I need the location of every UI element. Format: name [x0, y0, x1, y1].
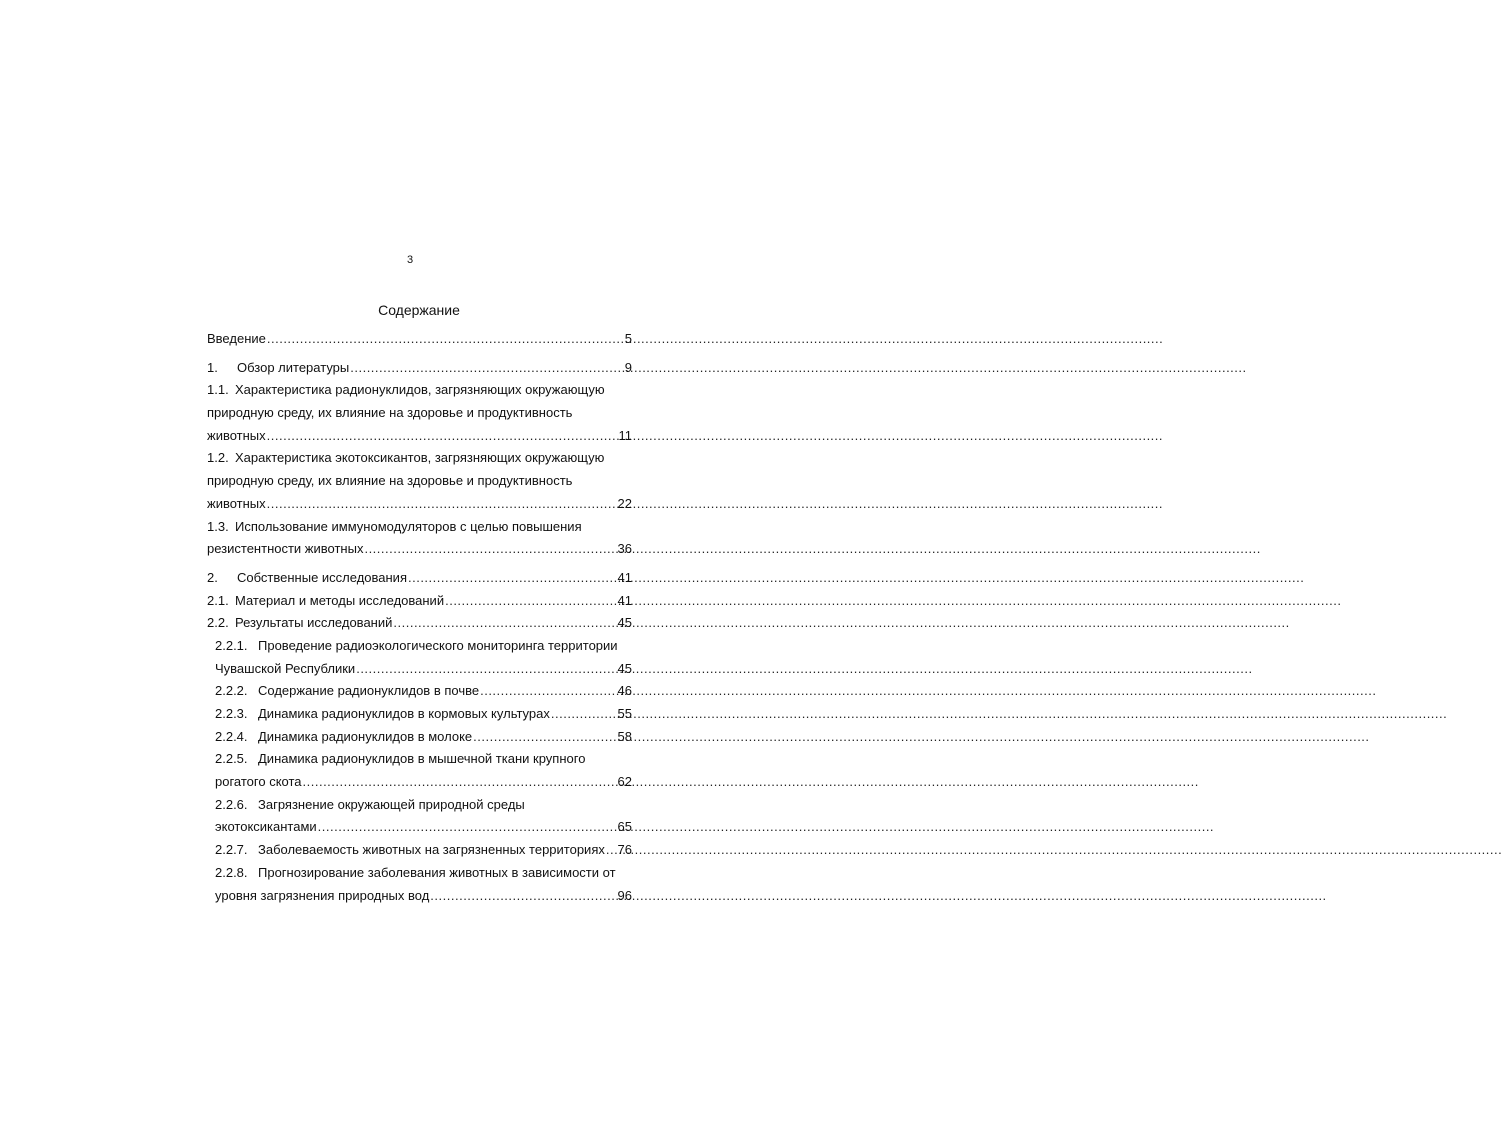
- toc-entry-line: [207, 680, 632, 703]
- toc-entry-line: [207, 447, 632, 470]
- toc-entry-line: [207, 567, 632, 590]
- toc-entry-text: природную среду, их влияние на здоровье и продуктивность: [207, 473, 573, 489]
- toc-entry-text: Проведение радиоэкологического мониторинга территории: [258, 637, 618, 653]
- toc-entry-text: рогатого скота: [215, 774, 302, 790]
- toc-entry-number: 1.3.: [207, 518, 229, 534]
- toc-entry-number: 2.2.1.: [215, 637, 248, 653]
- toc-entry-line: [207, 328, 632, 351]
- toc-entry-line: [207, 703, 632, 726]
- toc-entry-line: [207, 658, 632, 681]
- toc-entry-line: [207, 771, 632, 794]
- toc-entry-text: Результаты исследований: [235, 615, 393, 631]
- dot-leader: [267, 328, 624, 351]
- toc-entry-line: [207, 425, 632, 448]
- dot-leader: [393, 612, 616, 635]
- dot-leader: [356, 658, 616, 681]
- toc-entry-line: [207, 839, 632, 862]
- toc-page-number: 65: [617, 819, 632, 835]
- toc-entry-text: Обзор литературы: [237, 359, 350, 375]
- toc-entry-text: животных: [207, 495, 266, 511]
- toc-page-number: 5: [624, 331, 632, 346]
- toc-entry-text: Характеристика радионуклидов, загрязняющих окружающую: [235, 382, 605, 398]
- toc-title: Содержание: [378, 302, 460, 318]
- toc-page-number: 9: [624, 359, 632, 375]
- dot-leader: [350, 357, 624, 380]
- toc-entry-line: [207, 862, 632, 885]
- toc-entry-number: 1.1.: [207, 382, 229, 398]
- toc-entry-number: 2.2.8.: [215, 864, 248, 880]
- dot-leader: [267, 493, 617, 516]
- toc-entry-text: Характеристика экотоксикантов, загрязняющих окружающую: [235, 450, 605, 466]
- toc-entry-number: 2.2.2.: [215, 683, 248, 699]
- dot-leader: [408, 567, 617, 590]
- toc-entry-line: [207, 516, 632, 539]
- toc-entry-number: 2.2.5.: [215, 751, 248, 767]
- toc-page-number: 76: [617, 842, 632, 858]
- toc-entry-line: [207, 538, 632, 561]
- toc-entry-text: животных: [207, 427, 266, 443]
- dot-leader: [445, 590, 616, 613]
- toc-entry-line: [207, 816, 632, 839]
- dot-leader: [267, 425, 618, 448]
- toc-page-number: 96: [617, 887, 632, 903]
- toc-entry-line: [207, 885, 632, 908]
- toc-entry-text: Использование иммуномодуляторов с целью повышения: [235, 518, 582, 534]
- toc-entry-text: Чувашской Республики: [215, 660, 356, 676]
- toc-entry-number: 2.2.3.: [215, 706, 248, 721]
- dot-leader: [364, 538, 616, 561]
- toc-entry-text: резистентности животных: [207, 541, 364, 557]
- toc-entry-number: 2.2.4.: [215, 728, 248, 744]
- toc-entry-line: [207, 748, 632, 771]
- toc-entry-text: Введение: [207, 331, 266, 346]
- toc-entry-line: [207, 590, 632, 613]
- toc-page-number: 41: [617, 592, 632, 608]
- toc-page-number: 62: [617, 774, 632, 790]
- toc-entry-text: Собственные исследования: [237, 569, 407, 585]
- dot-leader: [480, 680, 616, 703]
- toc-page-number: 55: [617, 706, 632, 721]
- toc-entry-number: 2.2.: [207, 615, 229, 631]
- toc-entry-text: Загрязнение окружающей природной среды: [258, 796, 525, 812]
- toc-page-number: 36: [617, 541, 632, 557]
- toc-entry-number: 2.2.6.: [215, 796, 248, 812]
- toc-entry-text: природную среду, их влияние на здоровье и продуктивность: [207, 405, 573, 421]
- toc-entry-text: Динамика радионуклидов в кормовых культурах: [258, 706, 550, 721]
- table-of-contents: [207, 328, 632, 907]
- toc-entry-line: [207, 794, 632, 817]
- dot-leader: [473, 726, 616, 749]
- dot-leader: [318, 816, 617, 839]
- toc-entry-text: Заболеваемость животных на загрязненных территориях: [258, 842, 605, 858]
- toc-entry-text: Прогнозирование заболевания животных в зависимости от: [258, 864, 616, 880]
- toc-page-number: 58: [617, 728, 632, 744]
- toc-entry-text: Материал и методы исследований: [235, 592, 445, 608]
- toc-entry-text: экотоксикантами: [215, 819, 317, 835]
- toc-entry-line: [207, 726, 632, 749]
- toc-entry-number: 1.2.: [207, 450, 229, 466]
- toc-entry-line: [207, 612, 632, 635]
- toc-page-number: 45: [617, 660, 632, 676]
- toc-entry-text: Содержание радионуклидов в почве: [258, 683, 480, 699]
- toc-page-number: 41: [617, 569, 632, 585]
- toc-entry-text: Динамика радионуклидов в мышечной ткани крупного: [258, 751, 586, 767]
- toc-page-number: 46: [617, 683, 632, 699]
- toc-entry-number: 1.: [207, 359, 218, 375]
- toc-entry-number: 2.: [207, 569, 218, 585]
- toc-page-number: 11: [618, 427, 632, 443]
- dot-leader: [303, 771, 617, 794]
- toc-entry-line: [207, 402, 632, 425]
- toc-page-number: 22: [617, 495, 632, 511]
- toc-entry-line: [207, 357, 632, 380]
- toc-page-number: 45: [617, 615, 632, 631]
- toc-entry-text: Динамика радионуклидов в молоке: [258, 728, 473, 744]
- dot-leader: [606, 839, 617, 862]
- toc-entry-line: [207, 470, 632, 493]
- dot-leader: [551, 703, 617, 726]
- toc-entry-number: 2.2.7.: [215, 842, 248, 858]
- toc-entry-line: [207, 493, 632, 516]
- toc-entry-line: [207, 635, 632, 658]
- toc-entry-line: [207, 379, 632, 402]
- dot-leader: [430, 885, 616, 908]
- toc-entry-text: уровня загрязнения природных вод: [215, 887, 430, 903]
- toc-entry-number: 2.1.: [207, 592, 229, 608]
- page-number: 3: [406, 254, 414, 266]
